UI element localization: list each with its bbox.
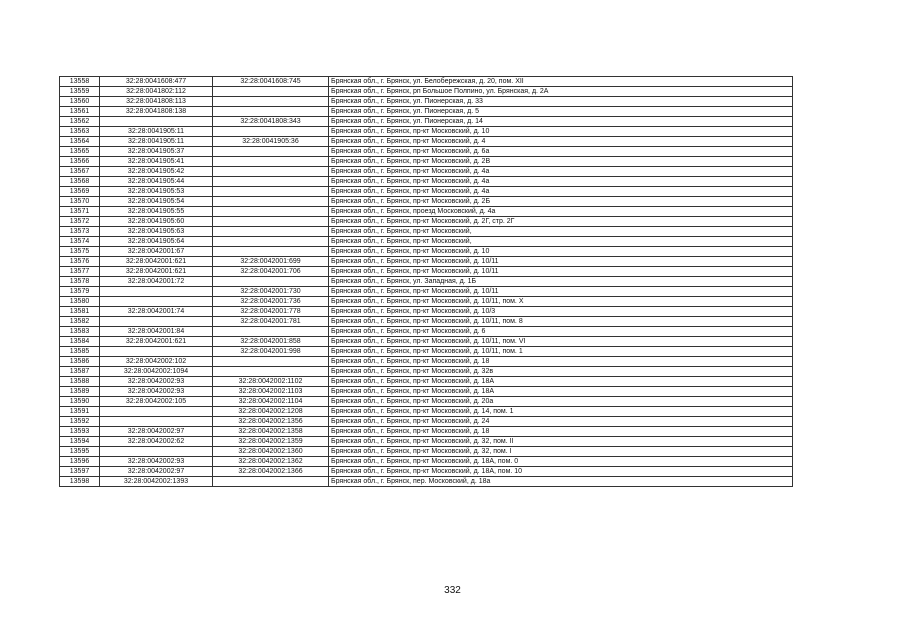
- table-row: [60, 257, 793, 267]
- address-cell: Брянская обл., г. Брянск, пр-кт Московский, д. 4а: [329, 187, 793, 197]
- address-cell: Брянская обл., г. Брянск, пр-кт Московский, д. 18А: [329, 387, 793, 397]
- row-number-cell: 13587: [60, 367, 100, 377]
- row-number-cell: 13590: [60, 397, 100, 407]
- row-number-cell: 13566: [60, 157, 100, 167]
- row-number-cell: 13570: [60, 197, 100, 207]
- row-number-cell: 13577: [60, 267, 100, 277]
- cadastral-number-cell: 32:28:0041905:63: [100, 227, 213, 237]
- row-number-cell: 13571: [60, 207, 100, 217]
- related-cadastral-number-cell: 32:28:0042001:699: [213, 257, 329, 267]
- table-row: [60, 167, 793, 177]
- table-row: [60, 467, 793, 477]
- row-number-cell: 13593: [60, 427, 100, 437]
- related-cadastral-number-cell: [213, 277, 329, 287]
- address-cell: Брянская обл., г. Брянск, пр-кт Московский, д. 10/11: [329, 287, 793, 297]
- row-number-cell: 13589: [60, 387, 100, 397]
- table-row: [60, 207, 793, 217]
- related-cadastral-number-cell: [213, 367, 329, 377]
- related-cadastral-number-cell: 32:28:0042002:1104: [213, 397, 329, 407]
- table-row: [60, 297, 793, 307]
- row-number-cell: 13574: [60, 237, 100, 247]
- page-number: 332: [444, 585, 461, 596]
- table-row: [60, 287, 793, 297]
- related-cadastral-number-cell: [213, 147, 329, 157]
- address-cell: Брянская обл., г. Брянск, ул. Пионерская, д. 33: [329, 97, 793, 107]
- related-cadastral-number-cell: [213, 87, 329, 97]
- address-cell: Брянская обл., г. Брянск, пр-кт Московский, д. 10/11: [329, 257, 793, 267]
- row-number-cell: 13572: [60, 217, 100, 227]
- related-cadastral-number-cell: 32:28:0042001:778: [213, 307, 329, 317]
- related-cadastral-number-cell: 32:28:0042002:1359: [213, 437, 329, 447]
- row-number-cell: 13595: [60, 447, 100, 457]
- address-cell: Брянская обл., г. Брянск, ул. Белобережская, д. 20, пом. XII: [329, 77, 793, 87]
- cadastral-number-cell: 32:28:0041808:138: [100, 107, 213, 117]
- row-number-cell: 13588: [60, 377, 100, 387]
- address-cell: Брянская обл., г. Брянск, рп Большое Полпино, ул. Брянская, д. 2А: [329, 87, 793, 97]
- table-row: [60, 87, 793, 97]
- related-cadastral-number-cell: 32:28:0042002:1103: [213, 387, 329, 397]
- table-row: [60, 117, 793, 127]
- row-number-cell: 13585: [60, 347, 100, 357]
- table-row: [60, 97, 793, 107]
- address-cell: Брянская обл., г. Брянск, пр-кт Московский, д. 10/11, пом. VI: [329, 337, 793, 347]
- cadastral-number-cell: 32:28:0041905:41: [100, 157, 213, 167]
- row-number-cell: 13582: [60, 317, 100, 327]
- related-cadastral-number-cell: [213, 177, 329, 187]
- table-row: [60, 437, 793, 447]
- table-row: [60, 127, 793, 137]
- table-row: [60, 237, 793, 247]
- address-cell: Брянская обл., г. Брянск, пр-кт Московский, д. 18: [329, 427, 793, 437]
- table-row: [60, 417, 793, 427]
- row-number-cell: 13597: [60, 467, 100, 477]
- row-number-cell: 13561: [60, 107, 100, 117]
- table-row: [60, 367, 793, 377]
- related-cadastral-number-cell: 32:28:0042002:1356: [213, 417, 329, 427]
- address-cell: Брянская обл., г. Брянск, пр-кт Московский, д. 10: [329, 247, 793, 257]
- table-row: [60, 357, 793, 367]
- table-row: [60, 217, 793, 227]
- related-cadastral-number-cell: 32:28:0042001:781: [213, 317, 329, 327]
- related-cadastral-number-cell: [213, 217, 329, 227]
- address-cell: Брянская обл., г. Брянск, ул. Пионерская, д. 5: [329, 107, 793, 117]
- address-cell: Брянская обл., г. Брянск, ул. Пионерская, д. 14: [329, 117, 793, 127]
- related-cadastral-number-cell: 32:28:0041608:745: [213, 77, 329, 87]
- cadastral-number-cell: 32:28:0041905:64: [100, 237, 213, 247]
- cadastral-number-cell: 32:28:0042001:621: [100, 257, 213, 267]
- address-cell: Брянская обл., г. Брянск, пр-кт Московский, д. 20а: [329, 397, 793, 407]
- row-number-cell: 13560: [60, 97, 100, 107]
- row-number-cell: 13559: [60, 87, 100, 97]
- row-number-cell: 13563: [60, 127, 100, 137]
- related-cadastral-number-cell: [213, 227, 329, 237]
- row-number-cell: 13581: [60, 307, 100, 317]
- related-cadastral-number-cell: [213, 97, 329, 107]
- related-cadastral-number-cell: [213, 197, 329, 207]
- address-cell: Брянская обл., г. Брянск, пр-кт Московский, д. 18: [329, 357, 793, 367]
- address-cell: Брянская обл., г. Брянск, пр-кт Московский, д. 10/11, пом. 8: [329, 317, 793, 327]
- related-cadastral-number-cell: 32:28:0042002:1360: [213, 447, 329, 457]
- cadastral-number-cell: [100, 347, 213, 357]
- table-row: [60, 337, 793, 347]
- address-cell: Брянская обл., г. Брянск, пр-кт Московский, д. 10/11, пом. Х: [329, 297, 793, 307]
- address-cell: Брянская обл., г. Брянск, пр-кт Московский, д. 32, пом. I: [329, 447, 793, 457]
- address-cell: Брянская обл., г. Брянск, пр-кт Московский, д. 4а: [329, 167, 793, 177]
- cadastral-number-cell: 32:28:0041905:54: [100, 197, 213, 207]
- related-cadastral-number-cell: 32:28:0042002:1208: [213, 407, 329, 417]
- table-row: [60, 457, 793, 467]
- address-cell: Брянская обл., г. Брянск, пр-кт Московский, д. 18А, пом. 0: [329, 457, 793, 467]
- cadastral-number-cell: [100, 407, 213, 417]
- address-cell: Брянская обл., г. Брянск, пр-кт Московский, д. 32в: [329, 367, 793, 377]
- related-cadastral-number-cell: [213, 327, 329, 337]
- address-cell: Брянская обл., г. Брянск, пр-кт Московский, д. 18А, пом. 10: [329, 467, 793, 477]
- related-cadastral-number-cell: 32:28:0041905:36: [213, 137, 329, 147]
- address-cell: Брянская обл., г. Брянск, ул. Западная, д. 1Б: [329, 277, 793, 287]
- address-cell: Брянская обл., г. Брянск, пер. Московский, д. 18а: [329, 477, 793, 487]
- table-row: [60, 197, 793, 207]
- row-number-cell: 13598: [60, 477, 100, 487]
- address-cell: Брянская обл., г. Брянск, пр-кт Московский, д. 10/3: [329, 307, 793, 317]
- registry-table-body: [60, 77, 793, 487]
- cadastral-number-cell: 32:28:0041905:42: [100, 167, 213, 177]
- related-cadastral-number-cell: 32:28:0042001:736: [213, 297, 329, 307]
- table-row: [60, 177, 793, 187]
- table-row: [60, 277, 793, 287]
- row-number-cell: 13576: [60, 257, 100, 267]
- table-row: [60, 427, 793, 437]
- address-cell: Брянская обл., г. Брянск, пр-кт Московский, д. 18А: [329, 377, 793, 387]
- cadastral-number-cell: [100, 297, 213, 307]
- cadastral-number-cell: 32:28:0042001:74: [100, 307, 213, 317]
- row-number-cell: 13564: [60, 137, 100, 147]
- row-number-cell: 13562: [60, 117, 100, 127]
- cadastral-number-cell: [100, 117, 213, 127]
- table-row: [60, 387, 793, 397]
- cadastral-number-cell: 32:28:0041808:113: [100, 97, 213, 107]
- row-number-cell: 13567: [60, 167, 100, 177]
- related-cadastral-number-cell: [213, 187, 329, 197]
- table-row: [60, 327, 793, 337]
- address-cell: Брянская обл., г. Брянск, пр-кт Московский, д. 4: [329, 137, 793, 147]
- cadastral-number-cell: 32:28:0041905:60: [100, 217, 213, 227]
- cadastral-number-cell: 32:28:0041905:44: [100, 177, 213, 187]
- related-cadastral-number-cell: [213, 207, 329, 217]
- cadastral-number-cell: 32:28:0042001:72: [100, 277, 213, 287]
- address-cell: Брянская обл., г. Брянск, пр-кт Московский, д. 4а: [329, 177, 793, 187]
- related-cadastral-number-cell: 32:28:0042001:998: [213, 347, 329, 357]
- table-row: [60, 407, 793, 417]
- address-cell: Брянская обл., г. Брянск, пр-кт Московский, д. 2В: [329, 157, 793, 167]
- cadastral-number-cell: 32:28:0041905:53: [100, 187, 213, 197]
- cadastral-number-cell: 32:28:0041905:55: [100, 207, 213, 217]
- address-cell: Брянская обл., г. Брянск, пр-кт Московский, д. 14, пом. 1: [329, 407, 793, 417]
- cadastral-number-cell: 32:28:0042001:84: [100, 327, 213, 337]
- related-cadastral-number-cell: 32:28:0042001:858: [213, 337, 329, 347]
- cadastral-number-cell: 32:28:0042001:67: [100, 247, 213, 257]
- address-cell: Брянская обл., г. Брянск, проезд Московский, д. 4а: [329, 207, 793, 217]
- address-cell: Брянская обл., г. Брянск, пр-кт Московский, д. 2Б: [329, 197, 793, 207]
- cadastral-number-cell: 32:28:0041905:11: [100, 137, 213, 147]
- address-cell: Брянская обл., г. Брянск, пр-кт Московский, д. 2Г, стр. 2Г: [329, 217, 793, 227]
- table-row: [60, 267, 793, 277]
- cadastral-number-cell: 32:28:0041802:112: [100, 87, 213, 97]
- address-cell: Брянская обл., г. Брянск, пр-кт Московский,: [329, 237, 793, 247]
- table-row: [60, 307, 793, 317]
- address-cell: Брянская обл., г. Брянск, пр-кт Московский, д. 6а: [329, 147, 793, 157]
- table-row: [60, 397, 793, 407]
- related-cadastral-number-cell: 32:28:0042001:706: [213, 267, 329, 277]
- cadastral-number-cell: 32:28:0042002:97: [100, 467, 213, 477]
- row-number-cell: 13575: [60, 247, 100, 257]
- row-number-cell: 13573: [60, 227, 100, 237]
- table-row: [60, 77, 793, 87]
- row-number-cell: 13579: [60, 287, 100, 297]
- row-number-cell: 13583: [60, 327, 100, 337]
- address-cell: Брянская обл., г. Брянск, пр-кт Московский, д. 6: [329, 327, 793, 337]
- table-row: [60, 447, 793, 457]
- cadastral-number-cell: 32:28:0041905:37: [100, 147, 213, 157]
- cadastral-number-cell: 32:28:0042001:621: [100, 337, 213, 347]
- related-cadastral-number-cell: 32:28:0042002:1102: [213, 377, 329, 387]
- related-cadastral-number-cell: [213, 107, 329, 117]
- related-cadastral-number-cell: [213, 157, 329, 167]
- table-row: [60, 227, 793, 237]
- table-row: [60, 377, 793, 387]
- row-number-cell: 13594: [60, 437, 100, 447]
- row-number-cell: 13584: [60, 337, 100, 347]
- related-cadastral-number-cell: [213, 127, 329, 137]
- row-number-cell: 13558: [60, 77, 100, 87]
- row-number-cell: 13586: [60, 357, 100, 367]
- cadastral-number-cell: [100, 447, 213, 457]
- cadastral-number-cell: 32:28:0042002:1393: [100, 477, 213, 487]
- related-cadastral-number-cell: [213, 247, 329, 257]
- table-row: [60, 347, 793, 357]
- cadastral-number-cell: 32:28:0042002:102: [100, 357, 213, 367]
- address-cell: Брянская обл., г. Брянск, пр-кт Московский, д. 24: [329, 417, 793, 427]
- table-row: [60, 147, 793, 157]
- related-cadastral-number-cell: [213, 237, 329, 247]
- related-cadastral-number-cell: [213, 357, 329, 367]
- cadastral-number-cell: [100, 287, 213, 297]
- table-row: [60, 247, 793, 257]
- related-cadastral-number-cell: 32:28:0042002:1362: [213, 457, 329, 467]
- cadastral-number-cell: 32:28:0042002:93: [100, 377, 213, 387]
- related-cadastral-number-cell: [213, 477, 329, 487]
- related-cadastral-number-cell: 32:28:0041808:343: [213, 117, 329, 127]
- row-number-cell: 13565: [60, 147, 100, 157]
- row-number-cell: 13596: [60, 457, 100, 467]
- related-cadastral-number-cell: 32:28:0042002:1358: [213, 427, 329, 437]
- row-number-cell: 13569: [60, 187, 100, 197]
- address-cell: Брянская обл., г. Брянск, пр-кт Московский, д. 10/11, пом. 1: [329, 347, 793, 357]
- related-cadastral-number-cell: [213, 167, 329, 177]
- table-row: [60, 157, 793, 167]
- cadastral-number-cell: 32:28:0042002:1094: [100, 367, 213, 377]
- related-cadastral-number-cell: 32:28:0042001:730: [213, 287, 329, 297]
- related-cadastral-number-cell: 32:28:0042002:1366: [213, 467, 329, 477]
- cadastral-number-cell: 32:28:0042002:93: [100, 387, 213, 397]
- row-number-cell: 13580: [60, 297, 100, 307]
- table-row: [60, 477, 793, 487]
- cadastral-number-cell: [100, 417, 213, 427]
- cadastral-number-cell: 32:28:0042002:93: [100, 457, 213, 467]
- cadastral-number-cell: 32:28:0042002:97: [100, 427, 213, 437]
- table-row: [60, 107, 793, 117]
- cadastral-number-cell: 32:28:0042002:105: [100, 397, 213, 407]
- table-row: [60, 317, 793, 327]
- row-number-cell: 13578: [60, 277, 100, 287]
- address-cell: Брянская обл., г. Брянск, пр-кт Московский,: [329, 227, 793, 237]
- table-row: [60, 187, 793, 197]
- cadastral-number-cell: [100, 317, 213, 327]
- address-cell: Брянская обл., г. Брянск, пр-кт Московский, д. 10/11: [329, 267, 793, 277]
- row-number-cell: 13568: [60, 177, 100, 187]
- row-number-cell: 13591: [60, 407, 100, 417]
- table-row: [60, 137, 793, 147]
- cadastral-number-cell: 32:28:0041905:11: [100, 127, 213, 137]
- cadastral-number-cell: 32:28:0042002:62: [100, 437, 213, 447]
- row-number-cell: 13592: [60, 417, 100, 427]
- address-cell: Брянская обл., г. Брянск, пр-кт Московский, д. 10: [329, 127, 793, 137]
- registry-table: [59, 76, 793, 487]
- address-cell: Брянская обл., г. Брянск, пр-кт Московский, д. 32, пом. II: [329, 437, 793, 447]
- cadastral-number-cell: 32:28:0041608:477: [100, 77, 213, 87]
- cadastral-number-cell: 32:28:0042001:621: [100, 267, 213, 277]
